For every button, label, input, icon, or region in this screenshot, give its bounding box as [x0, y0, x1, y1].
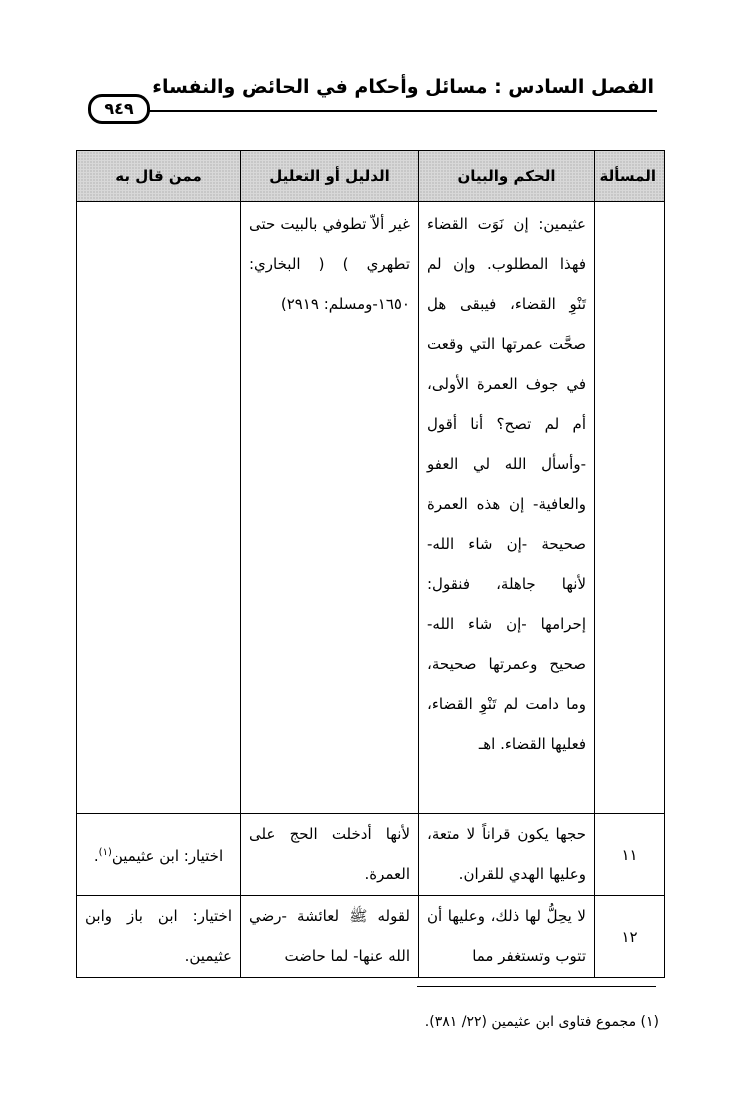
cell-issue: ١١ [595, 814, 665, 896]
cell-evidence [241, 202, 419, 814]
cell-ruling [419, 896, 595, 978]
evidence-text: غير ألاّ تطوفي بالبيت حتى تطهري ) ( البخاري: ١٦٥٠-ومسلم: ٢٩١٩) [249, 215, 410, 313]
cell-holders [77, 896, 241, 978]
table-header-row [77, 151, 665, 202]
footnote: (١) مجموع فتاوى ابن عثيمين (٢٢/ ٣٨١). [424, 1014, 659, 1030]
ruling-text: عثيمين: إن نَوَت القضاء فهذا المطلوب. وإن لم تَنْوِ القضاء، فيبقى هل صحَّت عمرتها التي وقعت في جوف العمرة الأولى، أم لم تصح؟ أنا أقول -وأسأل الله لي العفو والعافية- إن هذه العمرة صحيحة -إن شاء الله- لأنها جاهلة، فنقول: إحرامها -إن شاء الله- صحيح وعمرتها صحيحة، وما دامت لم تَنْوِ القضاء، فعليها القضاء. اهـ [427, 215, 586, 753]
rulings-table [76, 150, 665, 978]
holders-text: اختيار: ابن عثيمين [111, 847, 224, 865]
footnote-marker: (١) [98, 847, 112, 858]
header-ruling: الحكم والبيان [419, 151, 595, 202]
header-evidence: الدليل أو التعليل [241, 151, 419, 202]
header-rule [138, 110, 657, 112]
header-holders: ممن قال به [77, 151, 241, 202]
ruling-text: حجها يكون قراناً لا متعة، وعليها الهدي للقران. [427, 825, 586, 883]
cell-issue [595, 202, 665, 814]
evidence-text: لأنها أدخلت الحج على العمرة. [249, 825, 410, 883]
evidence-text: لقوله ﷺ لعائشة -رضي الله عنها- لما حاضت [249, 907, 410, 965]
ruling-text: لا يحِلُّ لها ذلك، وعليها أن تتوب وتستغفر مما [427, 907, 586, 965]
page-header [76, 66, 657, 122]
page-number: ٩٤٩ [88, 94, 150, 124]
cell-ruling [419, 814, 595, 896]
holders-text: اختيار: ابن باز وابن عثيمين. [85, 907, 232, 965]
table-row [77, 814, 665, 896]
chapter-title: الفصل السادس : مسائل وأحكام في الحائض والنفساء [152, 76, 654, 98]
table-row-continuation [77, 202, 665, 814]
cell-evidence [241, 814, 419, 896]
table-row [77, 896, 665, 978]
cell-ruling [419, 202, 595, 814]
cell-holders [77, 814, 241, 896]
cell-issue: ١٢ [595, 896, 665, 978]
holders-end: . [93, 847, 99, 865]
cell-evidence [241, 896, 419, 978]
header-issue: المسألة [595, 151, 665, 202]
footnote-rule [417, 986, 656, 987]
cell-holders [77, 202, 241, 814]
